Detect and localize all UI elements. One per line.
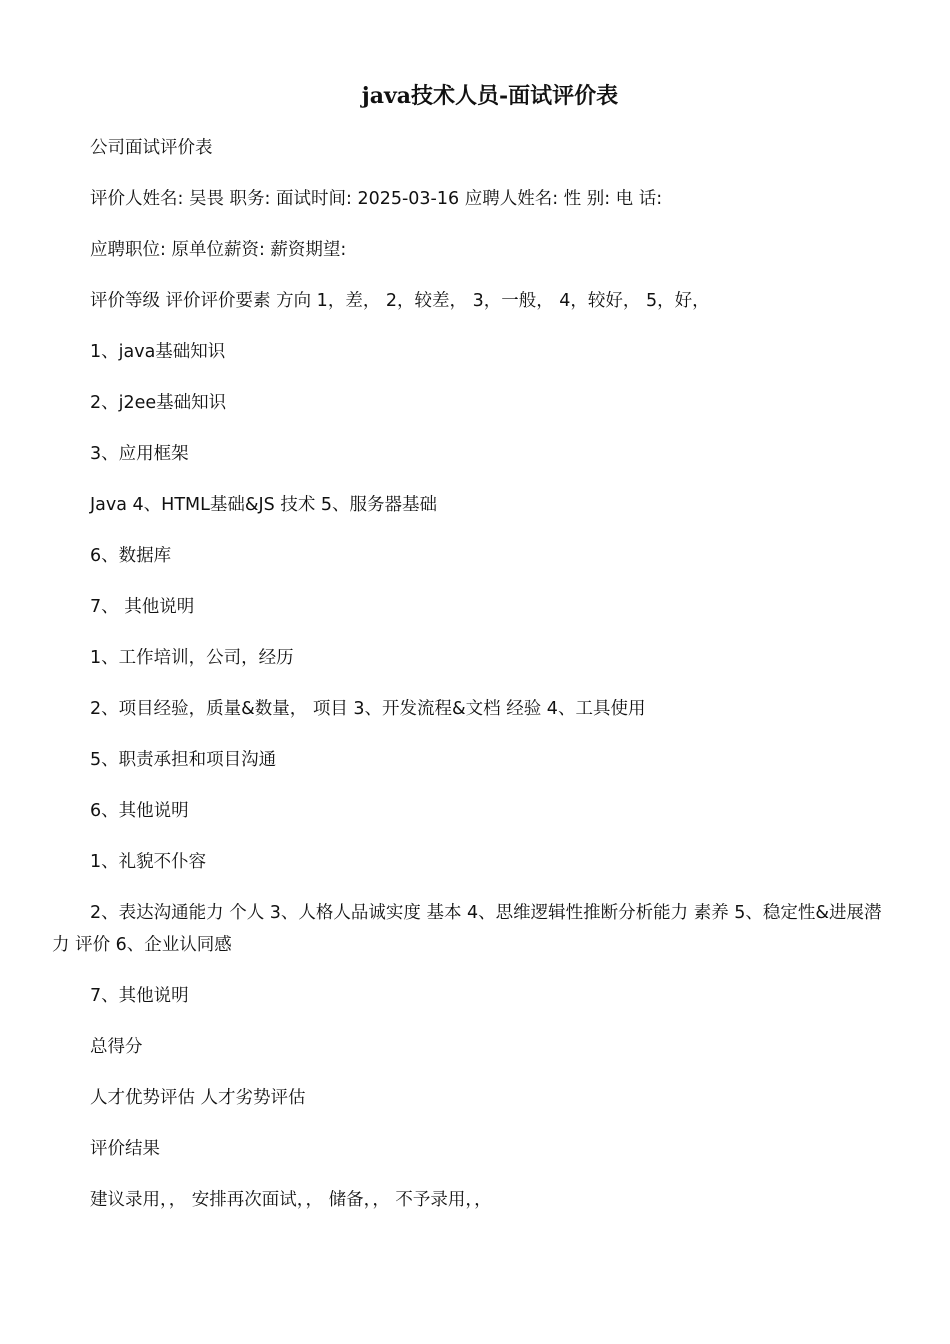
item-j2ee-basics: 2、j2ee基础知识 <box>90 393 227 413</box>
position-salary-line: 应聘职位: 原单位薪资: 薪资期望: <box>90 240 347 260</box>
item-other-notes-2: 6、其他说明 <box>90 801 189 821</box>
section-heading-company-form: 公司面试评价表 <box>90 138 213 158</box>
item-other-notes-3: 7、其他说明 <box>90 986 189 1006</box>
item-database: 6、数据库 <box>90 546 172 566</box>
talent-assessment-line: 人才优势评估 人才劣势评估 <box>90 1088 306 1108</box>
item-responsibility-communication: 5、职责承担和项目沟通 <box>90 750 277 770</box>
recommendation-options-line: 建议录用，， 安排再次面试，， 储备，， 不予录用，， <box>90 1190 492 1210</box>
item-work-training: 1、工作培训，公司，经历 <box>90 648 294 668</box>
total-score-label: 总得分 <box>90 1037 143 1057</box>
item-app-framework: 3、应用框架 <box>90 444 189 464</box>
item-project-experience: 2、项目经验，质量&数量， 项目 3、开发流程&文档 经验 4、工具使用 <box>90 699 646 719</box>
item-courtesy: 1、礼貌不仆容 <box>90 852 207 872</box>
evaluation-result-label: 评价结果 <box>90 1139 160 1159</box>
item-other-notes-1: 7、 其他说明 <box>90 597 195 617</box>
item-java-basics: 1、java基础知识 <box>90 342 226 362</box>
document-title: java技术人员-面试评价表 <box>361 83 619 109</box>
evaluator-info-line: 评价人姓名: 吴畏 职务: 面试时间: 2025-03-16 应聘人姓名: 性 别: 电 话: <box>90 189 663 209</box>
rating-scale-line: 评价等级 评价评价要素 方向 1，差， 2，较差， 3，一般， 4，较好， 5，好， <box>90 291 710 311</box>
item-html-js-server: Java 4、HTML基础&JS 技术 5、服务器基础 <box>90 495 438 515</box>
item-personal-qualities: 2、表达沟通能力 个人 3、人格人品诚实度 基本 4、思维逻辑性推断分析能力 素养 5、稳定性&进展潜力 评价 6、企业认同感 <box>52 903 882 955</box>
